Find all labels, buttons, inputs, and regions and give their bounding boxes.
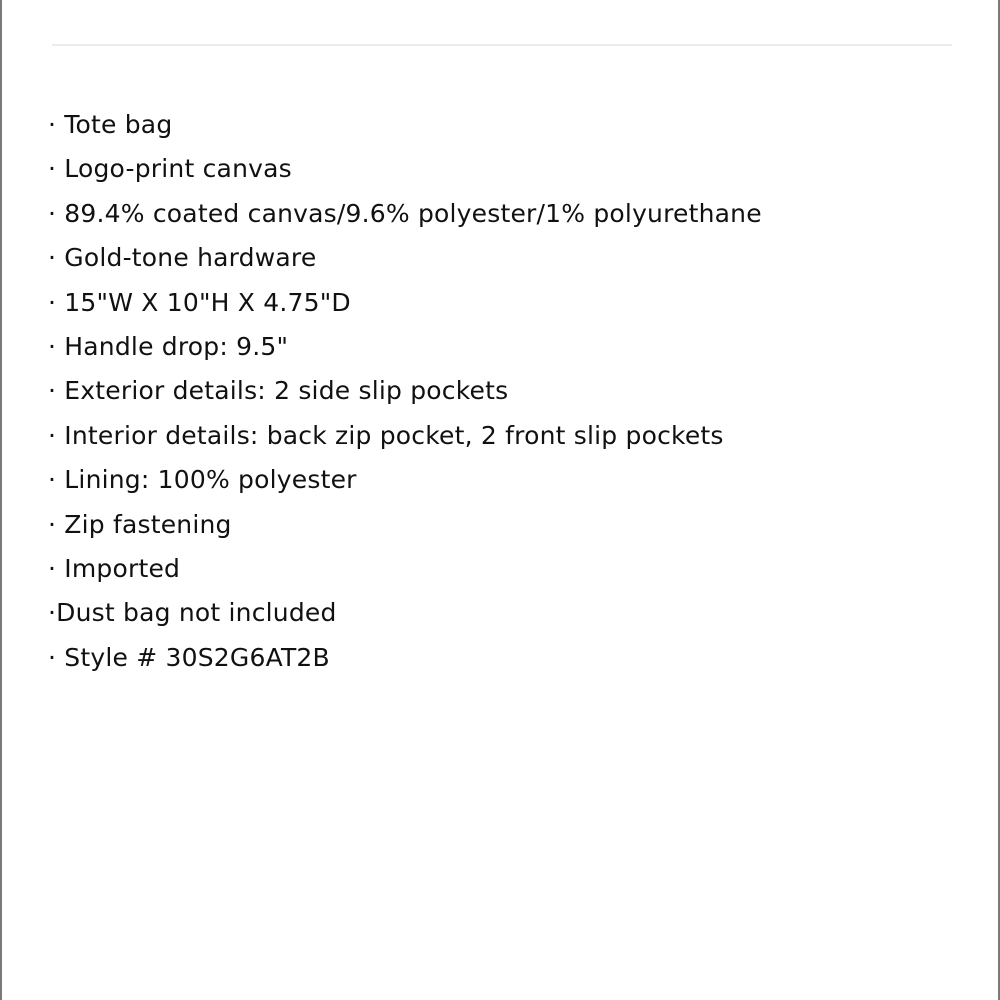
list-item: · Logo-print canvas	[48, 154, 292, 184]
list-item: · Lining: 100% polyester	[48, 465, 357, 495]
list-item: · Tote bag	[48, 110, 173, 139]
list-item: · Handle drop: 9.5"	[48, 331, 289, 361]
list-item: · Interior details: back zip pocket, 2 front slip pockets	[48, 420, 724, 450]
product-details-list	[48, 103, 762, 680]
list-item: · Imported	[48, 553, 181, 583]
list-item: · Exterior details: 2 side slip pockets	[48, 376, 509, 406]
list-item: · 15"W X 10"H X 4.75"D	[48, 287, 351, 317]
list-item: · 89.4% coated canvas/9.6% polyester/1% polyurethane	[48, 198, 762, 228]
list-item: ·Dust bag not included	[48, 598, 337, 628]
list-item: · Zip fastening	[48, 509, 232, 539]
list-item: · Gold-tone hardware	[48, 243, 317, 273]
section-divider	[52, 44, 952, 46]
list-item: · Style # 30S2G6AT2B	[48, 642, 330, 672]
